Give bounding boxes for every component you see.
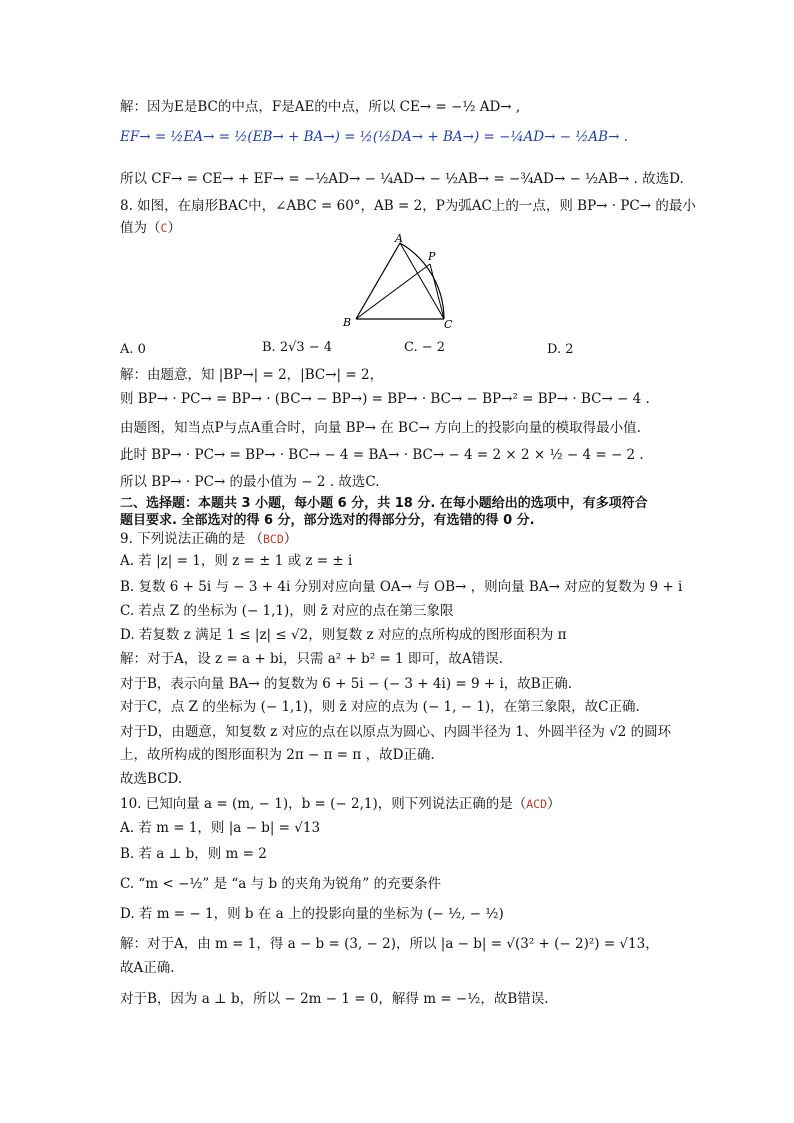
q8-solution-line-2: 则 BP→ · PC→ = BP→ · (BC→ − BP→) = BP→ · BC→ − BP→² = BP→ · BC→ − 4 . (120, 391, 650, 407)
q9-stem-close: ） (283, 531, 298, 547)
q9-option-a: A. 若 |z| = 1，则 z = ± 1 或 z = ± i (120, 553, 353, 569)
figure-label-B: B (343, 316, 352, 329)
q9-option-b: B. 复数 6 + 5i 与 − 3 + 4i 分别对应向量 OA→ 与 OB→ ，则向量 BA→ 对应的复数为 9 + i (120, 579, 683, 595)
q9-answer: BCD (262, 532, 284, 546)
q7-solution-line-2: EF→ = ½EA→ = ½(EB→ + BA→) = ½(½DA→ + BA→) = −¼AD→ − ½AB→ . (120, 129, 628, 145)
section-2-heading-line-2: 题目要求. 全部选对的得 6 分，部分选对的得部分分，有选错的得 0 分. (120, 513, 535, 528)
q7-solution-line-3: 所以 CF→ = CE→ + EF→ = −½AD→ − ¼AD→ − ½AB→ = −¾AD→ − ½AB→ . 故选D. (120, 171, 684, 187)
q10-stem-close: ） (547, 796, 561, 812)
q8-option-c: C. − 2 (404, 340, 446, 355)
q8-option-a: A. 0 (120, 342, 146, 357)
q9-stem-text: 9. 下列说法正确的是 （ (120, 531, 263, 547)
q8-solution-line-5: 所以 BP→ · PC→ 的最小值为 − 2 . 故选C. (120, 474, 380, 490)
q10-solution-line-1: 解：对于A，由 m = 1，得 a − b = (3, − 2)，所以 |a − b| = √(3² + (− 2)²) = √13， (120, 936, 659, 952)
q10-solution-line-2: 故A正确. (120, 960, 175, 976)
q9-solution-line-6: 故选BCD. (120, 771, 183, 787)
q8-option-b: B. 2√3 − 4 (262, 340, 333, 355)
q9-solution-line-2: 对于B，表示向量 BA→ 的复数为 6 + 5i − (− 3 + 4i) = 9 + i，故B正确. (120, 676, 572, 692)
q8-answer: C (160, 221, 168, 235)
q10-stem (120, 795, 561, 813)
q8-solution-line-4: 此时 BP→ · PC→ = BP→ · BC→ − 4 = BA→ · BC→ − 4 = 2 × 2 × ½ − 4 = − 2 . (120, 447, 644, 463)
q9-solution-line-4: 对于D，由题意，知复数 z 对应的点在以原点为圆心、内圆半径为 1、外圆半径为 √2 的圆环 (120, 724, 672, 740)
q8-stem-close: ） (167, 220, 181, 236)
q8-option-d: D. 2 (547, 342, 574, 357)
q8-stem-open: 值为（ (120, 220, 161, 236)
figure-label-A: A (395, 232, 403, 245)
q8-solution-line-1: 解：由题意，知 |BP→| = 2，|BC→| = 2， (120, 367, 384, 383)
q9-stem (120, 530, 297, 548)
q10-solution-line-3: 对于B，因为 a ⊥ b，所以 − 2m − 1 = 0，解得 m = −½，故B错误. (120, 991, 549, 1007)
q10-answer: ACD (526, 797, 548, 811)
q8-stem-line-1: 8. 如图，在扇形BAC中，∠ABC = 60°，AB = 2，P为弧AC上的一点，则 BP→ · PC→ 的最小 (120, 198, 696, 214)
q9-solution-line-3: 对于C，点 Z 的坐标为 (− 1,1)，则 z̄ 对应的点为 (− 1, − 1)，在第三象限，故C正确. (120, 699, 640, 715)
q8-solution-line-3: 由题图，知当点P与点A重合时，向量 BP→ 在 BC→ 方向上的投影向量的模取得最小值. (120, 420, 641, 436)
q8-stem-line-2 (120, 219, 181, 237)
q9-solution-line-1: 解：对于A，设 z = a + bi，只需 a² + b² = 1 即可，故A错误. (120, 651, 503, 667)
q7-solution-line-1: 解：因为E是BC的中点，F是AE的中点，所以 CE→ = −½ AD→ , (120, 99, 521, 115)
section-2-heading-line-1: 二、选择题：本题共 3 小题，每小题 6 分，共 18 分. 在每小题给出的选项中，有多项符合 (120, 496, 648, 511)
figure-label-C: C (444, 318, 453, 331)
q10-option-d: D. 若 m = − 1，则 b 在 a 上的投影向量的坐标为 (− ½, − ½) (120, 906, 504, 922)
q9-solution-line-5: 上，故所构成的图形面积为 2π − π = π ，故D正确. (120, 747, 435, 763)
q10-option-b: B. 若 a ⊥ b，则 m = 2 (120, 846, 267, 862)
q10-option-a: A. 若 m = 1，则 |a − b| = √13 (120, 820, 321, 836)
sector-figure (340, 232, 470, 332)
q10-option-c: C. “m < −½” 是 “a 与 b 的夹角为锐角” 的充要条件 (120, 876, 442, 892)
figure-label-P: P (428, 250, 436, 263)
q9-option-c: C. 若点 Z 的坐标为 (− 1,1)，则 z̄ 对应的点在第三象限 (120, 603, 454, 619)
q9-option-d: D. 若复数 z 满足 1 ≤ |z| ≤ √2，则复数 z 对应的点所构成的图形面积为 π (120, 627, 567, 643)
q10-stem-text: 10. 已知向量 a = (m, − 1)，b = (− 2,1)，则下列说法正确的是（ (120, 796, 527, 812)
